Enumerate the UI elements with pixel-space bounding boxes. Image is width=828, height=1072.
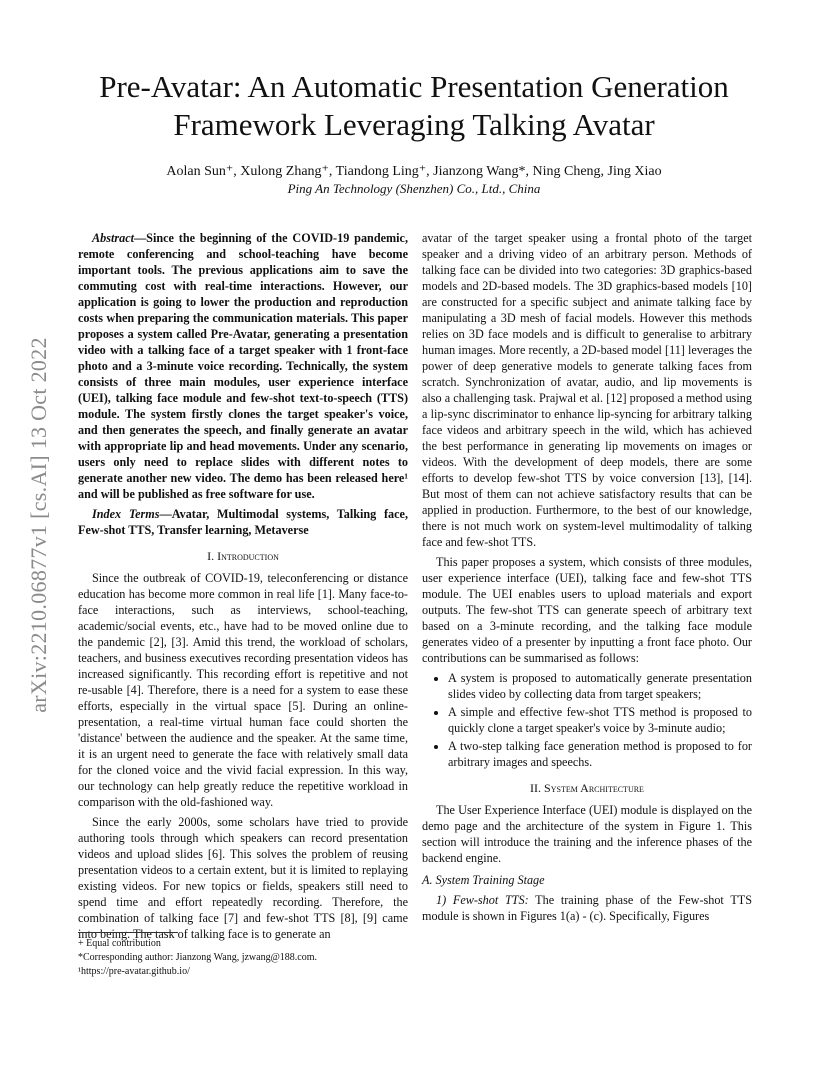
- arxiv-sidebar: [22, 290, 56, 760]
- index-terms-label: Index Terms: [92, 507, 160, 521]
- intro-paragraph-2: Since the early 2000s, some scholars have tried to provide authoring tools through which speakers can record presentation videos and upload slides [6]. This solves the problem of reusing presentation videos to a certain extent, but it is limited to replaying existing videos. For new topics or fields, speakers still need to spend time and effort repeatedly recording. Therefore, the combination of talking face [7] and few-shot TTS [8], [9] came into being. The task of talking face is to generate an: [78, 815, 408, 941]
- right-paragraph-1: avatar of the target speaker using a frontal photo of the target speaker and a driving video of an arbitrary person. Methods of talking face can be divided into two categories: 3D graphics-based models and 2D-based models. The 3D graphics-based models [10] are constructed for a specific subject and animate talking face by manipulating a 3D mesh of facial models. However this methods relies on 3D face models and is difficult to generalise to arbitrary human images. More recently, a 2D-based model [11] leverages the power of deep generative models to generate talking faces from scratch. Synchronization of avatar, audio, and lip movements is also a challenging task. Prajwal et al. [12] proposed a method using a lip-sync discriminator to enhance lip-syncing for arbitrary talking face videos and arbitrary speech in the wild, which has achieved the best performance in generating lip movements on images or videos. With the development of deep models, there are some efforts to develop few-shot TTS by voice conversion [13], [14]. But most of them can not achieve satisfactory results that can be applied in production. Furthermore, to the best of our knowledge, there is not much work on system-level multimodality of talking face and few-shot TTS.: [422, 231, 752, 549]
- left-column: [78, 230, 408, 946]
- abstract: [78, 230, 408, 502]
- index-terms-text: —Avatar, Multimodal systems, Talking face, Few-shot TTS, Transfer learning, Metaverse: [78, 507, 408, 537]
- footnotes: [78, 932, 408, 979]
- intro-heading: I. Introduction: [207, 549, 279, 563]
- authors: Aolan Sun⁺, Xulong Zhang⁺, Tiandong Ling⁺, Jianzong Wang*, Ning Cheng, Jing Xiao: [166, 164, 662, 179]
- subsection-1-label: 1) Few-shot TTS:: [436, 893, 529, 907]
- right-column: [422, 230, 752, 928]
- footnote-rule: [78, 932, 178, 933]
- affiliation: Ping An Technology (Shenzhen) Co., Ltd., China: [287, 181, 541, 196]
- architecture-heading: II. System Architecture: [530, 781, 644, 795]
- abstract-text: —Since the beginning of the COVID-19 pandemic, remote conferencing and school-teaching have become important tools. The previous applications aim to save the commuting cost with real-time interactions. However, our application is going to lower the production and reproduction costs when preparing the communication materials. This paper proposes a system called Pre-Avatar, generating a presentation video with a talking face of a target speaker with 1 front-face photo and a 3-minute voice recording. Technically, the system consists of three main modules, user experience interface (UEI), talking face module and few-shot text-to-speech (TTS) module. The system firstly clones the target speaker's voice, and then generates the speech, and finally generate an avatar with appropriate lip and head movements. Under any scenario, users only need to replace slides with different notes to generate another new video. The demo has been released here¹ and will be published as free software for use.: [78, 231, 408, 501]
- subsection-1-paragraph: [422, 892, 752, 924]
- footnote-demo-url[interactable]: ¹https://pre-avatar.github.io/: [78, 966, 190, 977]
- index-terms: [78, 506, 408, 538]
- contributions-list: [422, 670, 752, 770]
- arxiv-id: arXiv:2210.06877v1 [cs.AI] 13 Oct 2022: [26, 337, 51, 713]
- footnote-corresponding-author: *Corresponding author: Jianzong Wang, jzwang@188.com.: [78, 952, 318, 963]
- subsection-1-text: The training phase of the Few-shot TTS module is shown in Figures 1(a) - (c). Specifically, Figures: [422, 893, 752, 923]
- paper-title: Pre-Avatar: An Automatic Presentation Generation Framework Leveraging Talking Avatar: [99, 69, 729, 142]
- list-item: • A system is proposed to automatically generate presentation slides video by collecting data from target speakers;: [448, 670, 752, 702]
- list-item: • A simple and effective few-shot TTS method is proposed to quickly clone a target speaker's voice by 3-minute audio;: [448, 704, 752, 736]
- right-paragraph-2: This paper proposes a system, which consists of three modules, user experience interface (UEI), talking face and few-shot TTS module. The UEI enables users to upload materials and export outputs. The few-shot TTS can generate speech of arbitrary text based on a 3-minute recording, and the talking face module generates video of a presenter by inputting a front face photo. Our contributions can be summarised as follows:: [422, 555, 752, 665]
- architecture-paragraph: The User Experience Interface (UEI) module is displayed on the demo page and the architecture of the system in Figure 1. This section will introduce the training and the inference phases of the backend engine.: [422, 803, 752, 865]
- abstract-label: Abstract: [92, 231, 134, 245]
- list-item: • A two-step talking face generation method is proposed to for arbitrary images and speechs.: [448, 738, 752, 770]
- footnote-equal-contribution: + Equal contribution: [78, 938, 161, 949]
- subsection-a-heading: A. System Training Stage: [422, 873, 545, 887]
- intro-paragraph-1: Since the outbreak of COVID-19, teleconferencing or distance education has become more common in real life [1]. Many face-to-face interactions, such as interviews, school-teaching, academic/social events, etc., have had to be moved online due to the pandemic [2], [3]. Amid this trend, the workload of scholars, teachers, and business executives recording presentation videos has increased significantly. This recording effort is repetitive and not re-usable [4]. Therefore, there is a need for a system to ease these efforts, especially in the virtual space [5]. During an online-presentation, a real-time virtual human face could shorten the 'distance' between the audience and the speaker. At the same time, it is an urgent need to generate the face with relatively small data for the cloned voice and the vivid facial expression. In this way, our technology can help greatly reduce the repetitive workload in comparison with the old-fashioned way.: [78, 571, 408, 809]
